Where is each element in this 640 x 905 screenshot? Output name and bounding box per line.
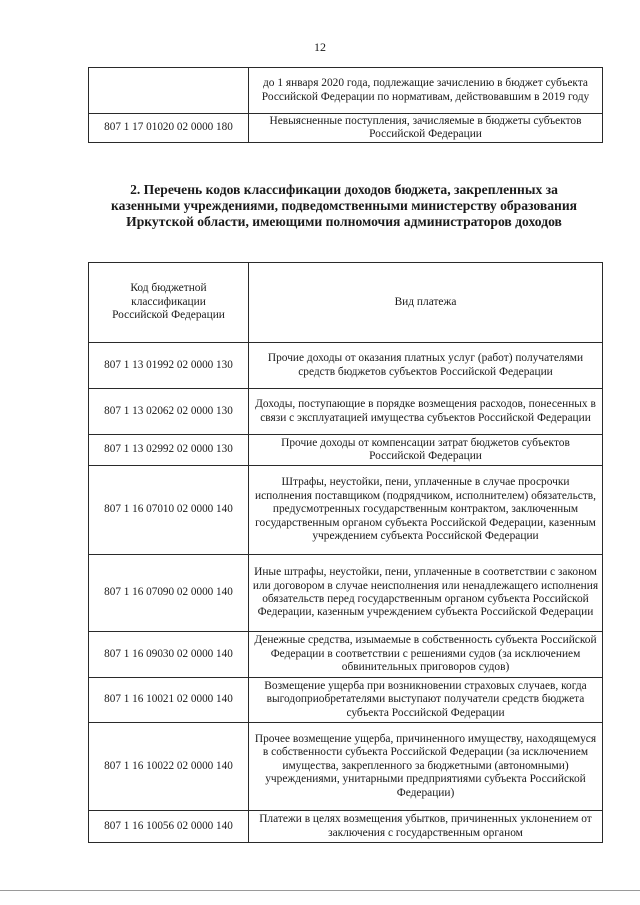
- table-row: [89, 435, 603, 466]
- code-cell: 807 1 16 07010 02 0000 140: [89, 466, 249, 555]
- description-cell: Невыясненные поступления, зачисляемые в бюджеты субъектов Российской Федерации: [249, 114, 603, 143]
- code-cell: 807 1 16 10056 02 0000 140: [89, 811, 249, 843]
- revenue-codes-table: [88, 262, 603, 843]
- table-row: [89, 811, 603, 843]
- header-description: Вид платежа: [249, 263, 603, 343]
- description-cell: Доходы, поступающие в порядке возмещения расходов, понесенных в связи с эксплуатацией имущества субъектов Российской Федерации: [249, 389, 603, 435]
- table-row: [89, 723, 603, 811]
- header-code: Код бюджетной классификации Российской Федерации: [89, 263, 249, 343]
- code-cell: 807 1 13 02062 02 0000 130: [89, 389, 249, 435]
- table-row: [89, 555, 603, 632]
- footer-rule: [0, 890, 640, 891]
- code-cell: 807 1 16 07090 02 0000 140: [89, 555, 249, 632]
- code-cell: 807 1 17 01020 02 0000 180: [89, 114, 249, 143]
- table-header-row: [89, 263, 603, 343]
- code-cell: 807 1 13 02992 02 0000 130: [89, 435, 249, 466]
- description-cell: Прочие доходы от оказания платных услуг (работ) получателями средств бюджетов субъектов Российской Федерации: [249, 343, 603, 389]
- table-row: [89, 389, 603, 435]
- code-cell: 807 1 16 10022 02 0000 140: [89, 723, 249, 811]
- description-cell: Штрафы, неустойки, пени, уплаченные в случае просрочки исполнения поставщиком (подрядчиком, исполнителем) обязательств, предусмотренных государственным контрактом, заключенным государственным органом субъекта Российской Федерации, казенным учреждением субъекта Российской Федерации: [249, 466, 603, 555]
- code-cell: [89, 68, 249, 114]
- description-cell: Денежные средства, изымаемые в собственность субъекта Российской Федерации в соответствии с решениями судов (за исключением обвинительных приговоров судов): [249, 632, 603, 678]
- table-row: [89, 114, 603, 143]
- code-cell: 807 1 13 01992 02 0000 130: [89, 343, 249, 389]
- table-row: [89, 68, 603, 114]
- code-cell: 807 1 16 10021 02 0000 140: [89, 678, 249, 723]
- description-cell: до 1 января 2020 года, подлежащие зачислению в бюджет субъекта Российской Федерации по нормативам, действовавшим в 2019 году: [249, 68, 603, 114]
- description-cell: Прочие доходы от компенсации затрат бюджетов субъектов Российской Федерации: [249, 435, 603, 466]
- table-row: [89, 678, 603, 723]
- table-row: [89, 466, 603, 555]
- description-cell: Прочее возмещение ущерба, причиненного имуществу, находящемуся в собственности субъекта Российской Федерации (за исключением имущества, закрепленного за бюджетными (автономными) учреждениями, унитарными предприятиями субъекта Российской Федерации): [249, 723, 603, 811]
- page-number: 12: [314, 40, 326, 54]
- description-cell: Платежи в целях возмещения убытков, причиненных уклонением от заключения с государственным органом: [249, 811, 603, 843]
- section-heading: 2. Перечень кодов классификации доходов бюджета, закрепленных за казенными учреждениями, подведомственными министерству образования Иркутской области, имеющими полномочия администраторов доходов: [110, 182, 578, 229]
- continued-table: [88, 67, 603, 143]
- table-row: [89, 343, 603, 389]
- description-cell: Возмещение ущерба при возникновении страховых случаев, когда выгодоприобретателями выступают получатели средств бюджета субъекта Российской Федерации: [249, 678, 603, 723]
- table-row: [89, 632, 603, 678]
- code-cell: 807 1 16 09030 02 0000 140: [89, 632, 249, 678]
- description-cell: Иные штрафы, неустойки, пени, уплаченные в соответствии с законом или договором в случае неисполнения или ненадлежащего исполнения обязательств перед государственным органом субъекта Российской Федерации, казенным учреждением субъекта Российской Федерации: [249, 555, 603, 632]
